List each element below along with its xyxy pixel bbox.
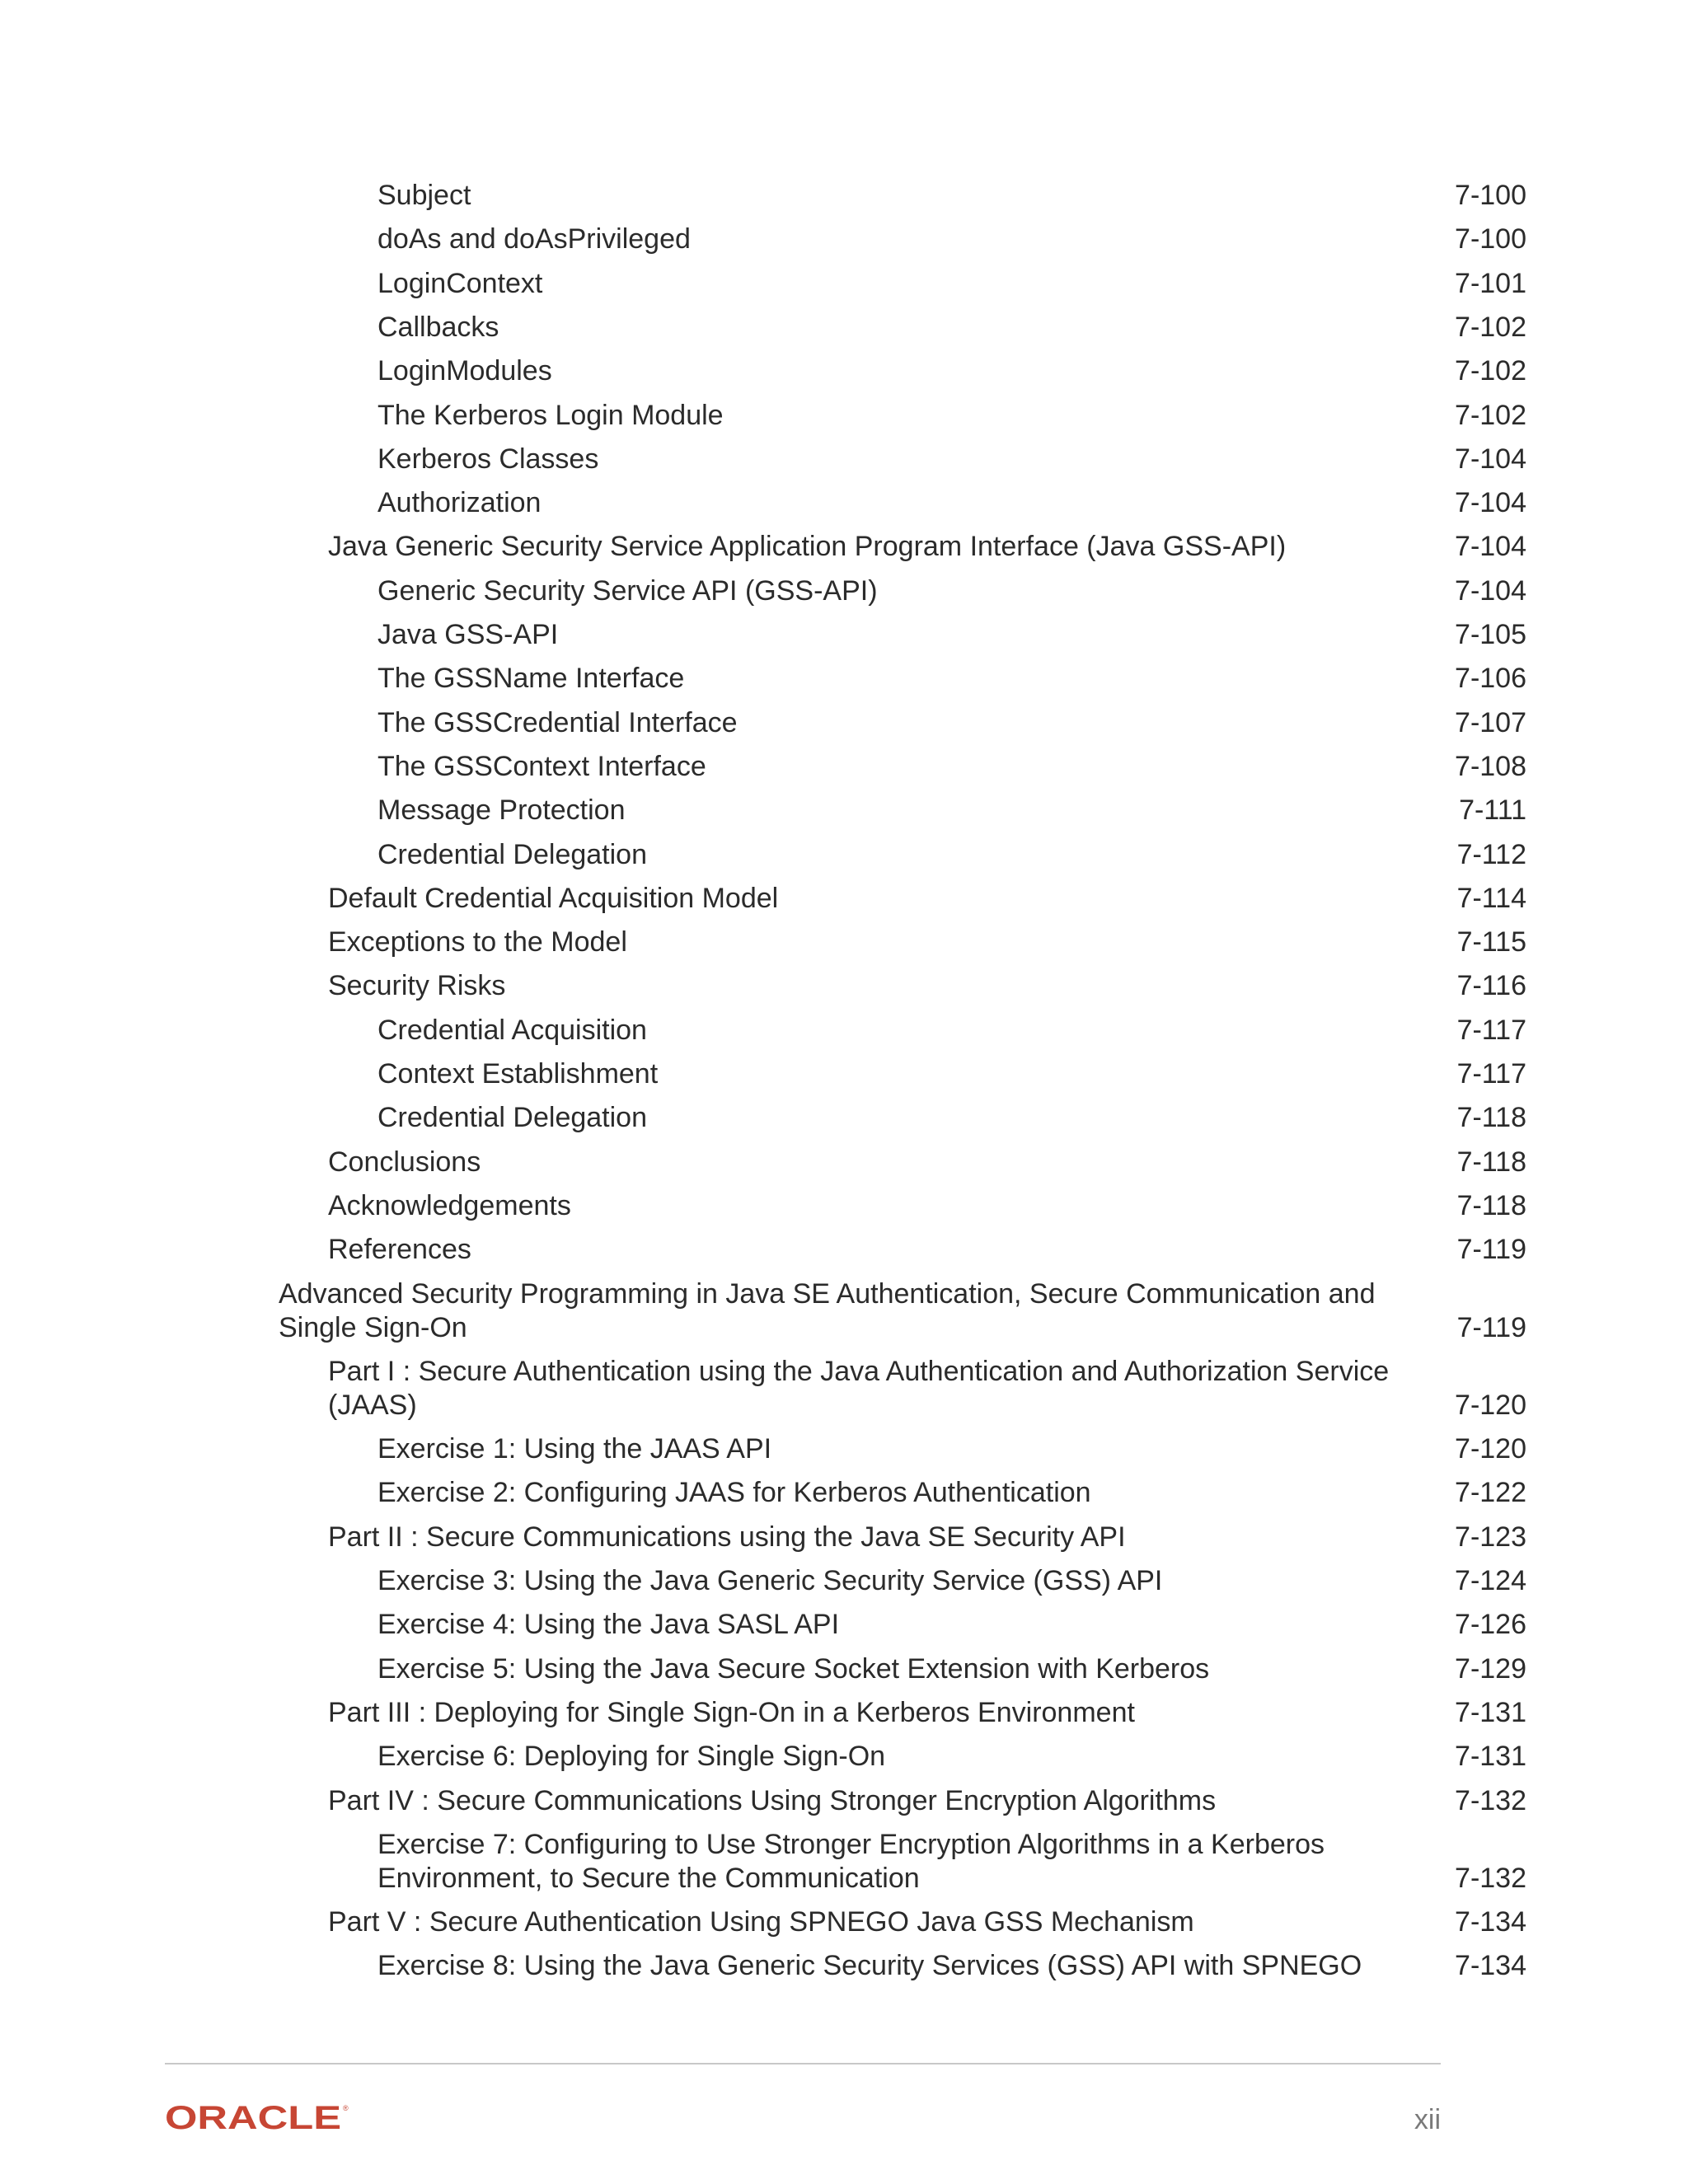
toc-entry-page[interactable]: 7-118 <box>1456 1102 1526 1134</box>
toc-entry[interactable] <box>377 1101 1526 1135</box>
toc-entry-title[interactable]: Part V : Secure Authentication Using SPNEGO Java GSS Mechanism <box>328 1906 1194 1938</box>
toc-entry-title[interactable]: Java GSS-API <box>377 619 559 650</box>
toc-entry-title[interactable]: Subject <box>377 180 471 211</box>
toc-entry[interactable] <box>328 926 1526 959</box>
toc-entry-page[interactable]: 7-123 <box>1455 1521 1526 1553</box>
toc-entry-page[interactable]: 7-129 <box>1455 1652 1526 1685</box>
toc-entry-title[interactable]: Authorization <box>377 487 542 519</box>
toc-entry-title[interactable]: Exercise 8: Using the Java Generic Security Services (GSS) API with SPNEGO <box>377 1950 1362 1982</box>
toc-entry-page[interactable]: 7-120 <box>1455 1389 1526 1421</box>
toc-entry-title[interactable]: Exercise 2: Configuring JAAS for Kerberos Authentication <box>377 1477 1091 1509</box>
toc-entry[interactable] <box>377 1564 1526 1598</box>
toc-entry-page[interactable]: 7-124 <box>1455 1565 1526 1596</box>
oracle-logo-text: ORACLE <box>165 2103 341 2131</box>
toc-entry[interactable] <box>377 618 1526 652</box>
toc-entry-page[interactable]: 7-104 <box>1455 443 1526 475</box>
toc-entry[interactable] <box>328 1521 1526 1554</box>
toc-entry-title[interactable]: Exceptions to the Model <box>328 926 627 958</box>
toc-entry-page[interactable]: 7-126 <box>1455 1609 1526 1641</box>
toc-entry-title[interactable]: Advanced Security Programming in Java SE Authentication, Secure Communication and Single Sign-On <box>279 1277 1376 1343</box>
toc-entry-title[interactable]: Java Generic Security Service Application Program Interface (Java GSS-API) <box>328 531 1287 563</box>
toc-entry-title[interactable]: Context Establishment <box>377 1058 659 1090</box>
toc-entry[interactable] <box>377 1014 1526 1047</box>
toc-entry-page[interactable]: 7-102 <box>1455 311 1526 343</box>
toc-entry-title[interactable]: The GSSName Interface <box>377 663 685 695</box>
toc-entry-title[interactable]: Exercise 1: Using the JAAS API <box>377 1433 772 1465</box>
toc-entry-page[interactable]: 7-132 <box>1455 1784 1526 1816</box>
toc-entry-page[interactable]: 7-108 <box>1455 750 1526 782</box>
toc-entry[interactable] <box>328 1355 1526 1422</box>
toc-entry-title[interactable]: Credential Acquisition <box>377 1014 647 1046</box>
toc-entry-title[interactable]: Part IV : Secure Communications Using Stronger Encryption Algorithms <box>328 1784 1217 1816</box>
toc-entry[interactable] <box>377 1828 1526 1896</box>
footer-divider <box>165 2063 1441 2064</box>
toc-entry-title[interactable]: Message Protection <box>377 794 626 827</box>
toc-entry-page[interactable]: 7-111 <box>1459 794 1526 827</box>
toc-entry-title[interactable]: Default Credential Acquisition Model <box>328 882 779 914</box>
toc-entry[interactable] <box>377 399 1526 433</box>
toc-entry-title[interactable]: LoginContext <box>377 267 543 299</box>
toc-entry-page[interactable]: 7-107 <box>1455 706 1526 738</box>
toc-entry-title[interactable]: Part II : Secure Communications using the Java SE Security API <box>328 1521 1126 1553</box>
toc-entry[interactable] <box>328 1696 1526 1730</box>
toc-entry[interactable] <box>377 1476 1526 1510</box>
toc-entry-page[interactable]: 7-134 <box>1455 1950 1526 1982</box>
toc-entry-page[interactable]: 7-131 <box>1455 1696 1526 1728</box>
toc-entry[interactable] <box>377 1432 1526 1466</box>
toc-entry-title[interactable]: Conclusions <box>328 1146 481 1178</box>
toc-entry[interactable] <box>377 443 1526 476</box>
svg-text:®: ® <box>343 2104 349 2112</box>
toc-entry-title[interactable]: Exercise 7: Configuring to Use Stronger Encryption Algorithms in a Kerberos Environment, to Secure the Communication <box>377 1828 1325 1894</box>
toc-entry-title[interactable]: Exercise 3: Using the Java Generic Security Service (GSS) API <box>377 1565 1163 1596</box>
toc-entry-page[interactable]: 7-116 <box>1456 970 1526 1002</box>
toc-entry-title[interactable]: Part I : Secure Authentication using the Java Authentication and Authorization Service (JAAS) <box>328 1355 1390 1421</box>
toc-entry[interactable] <box>328 530 1526 564</box>
toc-entry[interactable] <box>377 311 1526 344</box>
toc-entry-title[interactable]: Credential Delegation <box>377 1102 647 1134</box>
toc-entry[interactable] <box>377 1057 1526 1091</box>
toc-entry-title[interactable]: The GSSContext Interface <box>377 750 706 782</box>
toc-entry-title[interactable]: Acknowledgements <box>328 1189 571 1221</box>
toc-entry[interactable] <box>328 1233 1526 1267</box>
toc-entry[interactable] <box>377 662 1526 696</box>
oracle-logo <box>165 2103 350 2131</box>
toc-entry[interactable] <box>279 1277 1526 1345</box>
toc-entry-page[interactable]: 7-100 <box>1455 223 1526 255</box>
page-number: xii <box>1414 2104 1441 2135</box>
toc-entry-page[interactable]: 7-102 <box>1455 355 1526 387</box>
toc-entry[interactable] <box>377 1949 1526 1983</box>
toc-entry-page[interactable]: 7-104 <box>1455 531 1526 563</box>
toc-entry-page[interactable]: 7-120 <box>1455 1433 1526 1465</box>
toc-entry-title[interactable]: Generic Security Service API (GSS-API) <box>377 574 878 607</box>
toc-entry[interactable] <box>377 486 1526 520</box>
toc-entry[interactable] <box>377 179 1526 213</box>
toc-entry-title[interactable]: The GSSCredential Interface <box>377 706 738 738</box>
toc-entry[interactable] <box>377 1740 1526 1774</box>
toc-entry-page[interactable]: 7-122 <box>1455 1477 1526 1509</box>
toc-entry[interactable] <box>377 574 1526 608</box>
toc-entry-page[interactable]: 7-106 <box>1455 663 1526 695</box>
toc-entry-page[interactable]: 7-102 <box>1455 399 1526 431</box>
toc-entry[interactable] <box>328 969 1526 1003</box>
toc-entry-page[interactable]: 7-131 <box>1455 1741 1526 1773</box>
toc-entry-title[interactable]: Callbacks <box>377 311 499 343</box>
toc-entry-page[interactable]: 7-132 <box>1455 1862 1526 1894</box>
toc-entry[interactable] <box>377 794 1526 827</box>
toc-entry-page[interactable]: 7-114 <box>1456 882 1526 914</box>
toc-entry-title[interactable]: LoginModules <box>377 355 552 387</box>
toc-entry[interactable] <box>377 706 1526 740</box>
toc-entry[interactable] <box>328 1189 1526 1223</box>
toc-entry-title[interactable]: Kerberos Classes <box>377 443 599 475</box>
toc-entry-title[interactable]: Credential Delegation <box>377 838 647 870</box>
toc-entry[interactable] <box>328 1146 1526 1179</box>
toc-entry[interactable] <box>328 882 1526 916</box>
toc-entry-title[interactable]: Part III : Deploying for Single Sign-On in a Kerberos Environment <box>328 1696 1135 1728</box>
toc-entry-title[interactable]: The Kerberos Login Module <box>377 399 724 431</box>
toc-entry[interactable] <box>377 1652 1526 1686</box>
toc-entry-title[interactable]: References <box>328 1234 471 1266</box>
toc-entry[interactable] <box>377 354 1526 388</box>
toc-entry[interactable] <box>328 1784 1526 1818</box>
toc-entry-title[interactable]: Security Risks <box>328 970 506 1002</box>
toc-entry-page[interactable]: 7-104 <box>1455 487 1526 519</box>
toc-entry-page[interactable]: 7-101 <box>1455 267 1526 299</box>
toc-entry-page[interactable]: 7-112 <box>1456 838 1526 870</box>
toc-entry[interactable] <box>377 223 1526 256</box>
toc-entry-title[interactable]: Exercise 4: Using the Java SASL API <box>377 1609 840 1641</box>
toc-entry-page[interactable]: 7-119 <box>1456 1311 1526 1343</box>
toc-entry-title[interactable]: doAs and doAsPrivileged <box>377 223 691 255</box>
toc-entry-page[interactable]: 7-105 <box>1455 619 1526 650</box>
toc-entry-page[interactable]: 7-104 <box>1455 574 1526 607</box>
toc-entry[interactable] <box>328 1905 1526 1939</box>
toc-entry[interactable] <box>377 267 1526 301</box>
toc-entry-title[interactable]: Exercise 5: Using the Java Secure Socket Extension with Kerberos <box>377 1652 1210 1685</box>
toc-entry-page[interactable]: 7-117 <box>1456 1014 1526 1046</box>
toc-entry-page[interactable]: 7-100 <box>1455 180 1526 211</box>
toc-entry[interactable] <box>377 1608 1526 1642</box>
toc-entry-page[interactable]: 7-115 <box>1456 926 1526 958</box>
toc-entry-page[interactable]: 7-119 <box>1456 1234 1526 1266</box>
toc-entry-page[interactable]: 7-118 <box>1456 1146 1526 1178</box>
toc-entry-page[interactable]: 7-117 <box>1456 1058 1526 1090</box>
toc-entry[interactable] <box>377 750 1526 784</box>
toc-entry[interactable] <box>377 838 1526 872</box>
toc-entry-page[interactable]: 7-134 <box>1455 1906 1526 1938</box>
toc-entry-title[interactable]: Exercise 6: Deploying for Single Sign-On <box>377 1741 886 1773</box>
toc-entry-page[interactable]: 7-118 <box>1456 1189 1526 1221</box>
